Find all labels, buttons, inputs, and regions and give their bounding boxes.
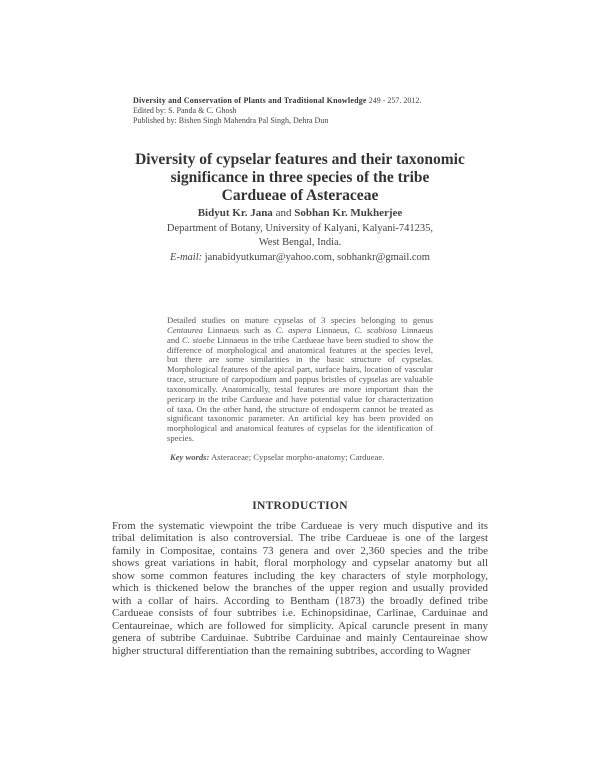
title-line: significance in three species of the tribe	[170, 169, 430, 186]
text-line: of taxa. On the other hand, the structure of endosperm cannot be treated as	[167, 403, 433, 414]
keywords	[170, 452, 384, 462]
text-line: difference of morphological and anatomical features at the species level,	[167, 344, 433, 355]
publisher: Published by: Bishen Singh Mahendra Pal Singh, Dehra Dun	[133, 116, 329, 125]
abstract	[167, 316, 433, 444]
affiliation-line: Department of Botany, University of Kalyani, Kalyani-741235,	[166, 222, 434, 234]
text-line: species.	[167, 433, 194, 444]
text-line: Morphological features of the apical part, surface hairs, location of vascular	[167, 364, 433, 375]
text-line: which is thickened below the branches of the upper region and usually provided	[112, 582, 488, 595]
journal-header	[133, 96, 421, 126]
authors	[0, 206, 600, 221]
title-line: Diversity of cypselar features and their taxonomic	[135, 151, 465, 168]
text-line: but there are some similarities in the basic structure of cypselas.	[167, 354, 433, 365]
journal-citation	[133, 96, 421, 106]
email-line	[0, 251, 600, 266]
text-line: tribal delimitation is also controversial. The tribe Cardueae is one of the largest	[112, 532, 488, 545]
introduction-body	[112, 520, 488, 657]
keywords-text: Asteraceae; Cypselar morpho-anatomy; Cardueae.	[209, 452, 385, 462]
paper-title	[0, 151, 600, 205]
text-line: and C. stoebe Linnaeus in the tribe Cardueae have been studied to show the	[167, 334, 434, 345]
section-heading-introduction: INTRODUCTION	[252, 500, 348, 512]
editors: Edited by: S. Panda & C. Ghosh	[133, 106, 237, 115]
author-block	[0, 206, 600, 265]
text-line: Centaureinae, which are followed for simplicity. Apical caruncle present in many	[112, 619, 488, 632]
text-line: Detailed studies on mature cypselas of 3 species belonging to genus	[167, 315, 433, 325]
text-line: morphological and anatomical features of cypselas for the identification of	[167, 423, 433, 434]
text-line: significant taxonomic parameter. An artificial key has been provided on	[167, 413, 433, 424]
text-line: with a collar of hairs. According to Bentham (1873) the broadly defined tribe	[112, 594, 488, 607]
text-line: shows great variations in habit, floral morphology and cypselar anatomy but all	[112, 557, 488, 570]
text-line: family in Compositae, contains 73 genera and over 2,360 species and the tribe	[112, 544, 488, 557]
text-line: genera of subtribe Carduinae. Subtribe Carduinae and mainly Centaureinae show	[112, 632, 488, 645]
text-line: Cardueae consists of four subtribes i.e. Echinopsidinae, Carlinae, Carduinae and	[112, 607, 488, 620]
title-line: Cardueae of Asteraceae	[221, 187, 379, 204]
email-addresses: janabidyutkumar@yahoo.com, sobhankr@gmail.com	[204, 251, 430, 263]
author-2: Sobhan Kr. Mukherjee	[294, 207, 403, 219]
text-line: Centaurea Linnaeus such as C. aspera Linnaeus, C. scabiosa Linnaeus	[167, 324, 433, 335]
journal-pages: 249 - 257. 2012.	[368, 96, 422, 105]
email-label: E-mail:	[170, 251, 203, 263]
author-conjunction: and	[275, 207, 292, 219]
text-line: From the systematic viewpoint the tribe Cardueae is very much disputive and its	[112, 520, 488, 532]
text-line: higher structural differentiation than the remaining subtribes, according to Wagner	[112, 644, 471, 657]
affiliation-line: West Bengal, India.	[258, 237, 342, 248]
text-line: taxonomically. Anatomically, testal features are more important than the	[167, 383, 433, 394]
journal-name: Diversity and Conservation of Plants and Traditional Knowledge	[133, 96, 367, 105]
keywords-label: Key words:	[170, 452, 210, 462]
text-line: show some common features including the key characters of style morphology,	[112, 569, 488, 582]
text-line: pericarp in the tribe Cardueae and have potential value for characterization	[167, 393, 433, 404]
author-1: Bidyut Kr. Jana	[197, 207, 273, 219]
text-line: trace, structure of carpopodium and pappus bristles of cypselas are valuable	[167, 374, 433, 385]
